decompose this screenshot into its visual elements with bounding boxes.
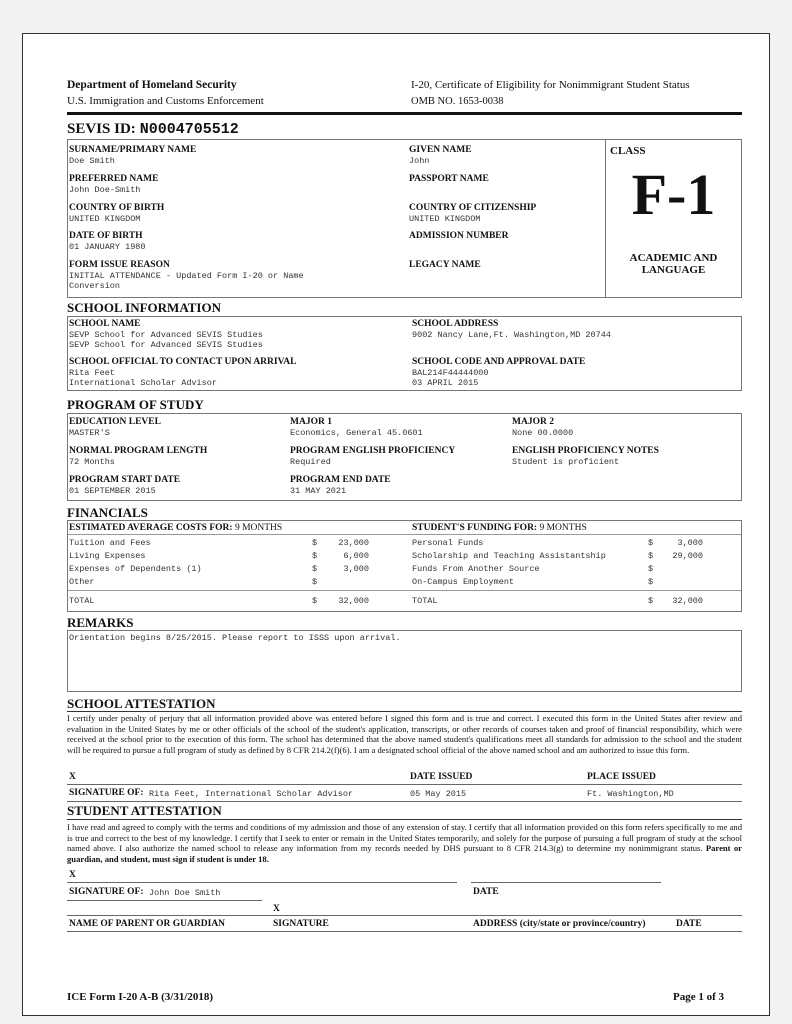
english-notes-value: Student is proficient	[512, 457, 620, 467]
admission-number-label: ADMISSION NUMBER	[409, 231, 509, 241]
parent-sign-x: X	[273, 904, 280, 914]
preferred-name-value: John Doe-Smith	[69, 185, 141, 195]
funding-total-label: TOTAL	[412, 596, 438, 606]
funding-item-amount: 29,000	[672, 551, 703, 561]
form-page	[22, 33, 770, 1016]
school-attestation-text: I certify under penalty of perjury that all information provided above was entered before I signed this form and is true and correct. I executed this form in the United States after review and evaluation in the United States by me or other officials of the school of the student's application, transcripts, or other records of courses taken and proof of financial responsibility, which were received at the school prior to the execution of this form. The school has determined that the above named student's qualifications meet all standards for admission to the school and the student will be required to pursue a full program of study as defined by 8 CFR 214.2(f)(6). I am a designated school official of the above named school and am authorized to issue this form.	[67, 713, 742, 755]
end-date-label: PROGRAM END DATE	[290, 475, 391, 485]
student-date-label: DATE	[473, 887, 499, 897]
form-footer-id: ICE Form I-20 A-B (3/31/2018)	[67, 991, 214, 1003]
citizenship-value: UNITED KINGDOM	[409, 214, 481, 224]
program-length-value: 72 Months	[69, 457, 115, 467]
school-attestation-heading: SCHOOL ATTESTATION	[67, 696, 216, 711]
funding-header	[412, 523, 587, 534]
school-name-label: SCHOOL NAME	[69, 319, 141, 329]
parent-signature-line	[67, 915, 742, 916]
cost-item-amount: 3,000	[343, 564, 369, 574]
costs-label: ESTIMATED AVERAGE COSTS FOR:	[69, 523, 233, 533]
costs-header	[69, 523, 282, 534]
funding-item-amount: 3,000	[677, 538, 703, 548]
start-date-label: PROGRAM START DATE	[69, 475, 181, 485]
given-name-value: John	[409, 156, 430, 166]
school-name-line2: SEVP School for Advanced SEVIS Studies	[69, 340, 263, 350]
start-date-value: 01 SEPTEMBER 2015	[69, 486, 156, 496]
school-code-value: BAL214F44444000	[412, 368, 489, 378]
funding-item-currency: $	[648, 564, 654, 574]
given-name-label: GIVEN NAME	[409, 145, 472, 155]
country-of-birth-label: COUNTRY OF BIRTH	[69, 203, 165, 213]
funding-item-currency: $	[648, 538, 654, 548]
passport-name-label: PASSPORT NAME	[409, 174, 489, 184]
school-name-line1: SEVP School for Advanced SEVIS Studies	[69, 330, 263, 340]
student-date-line	[471, 882, 661, 883]
school-address-label: SCHOOL ADDRESS	[412, 319, 499, 329]
funding-total-amount: 32,000	[672, 596, 703, 606]
funding-period: 9 MONTHS	[539, 523, 587, 533]
cost-item-amount: 6,000	[343, 551, 369, 561]
dob-label: DATE OF BIRTH	[69, 231, 143, 241]
school-attestation-rule	[67, 711, 742, 712]
parent-name-label: NAME OF PARENT OR GUARDIAN	[69, 919, 226, 929]
country-of-birth-value: UNITED KINGDOM	[69, 214, 141, 224]
school-signature-label: SIGNATURE OF:	[69, 788, 144, 798]
financials-heading: FINANCIALS	[67, 505, 148, 520]
school-signature-line	[67, 784, 742, 785]
class-label: CLASS	[610, 145, 646, 157]
omb-number: OMB NO. 1653-0038	[411, 96, 504, 107]
cost-item-label: Tuition and Fees	[69, 538, 151, 548]
parent-bottom-line	[67, 931, 742, 932]
form-title: I-20, Certificate of Eligibility for Nonimmigrant Student Status	[411, 79, 690, 91]
class-value: F-1	[631, 162, 716, 227]
place-issued-label: PLACE ISSUED	[587, 772, 656, 782]
class-desc-line1: ACADEMIC AND	[629, 252, 718, 264]
funding-label: STUDENT'S FUNDING FOR:	[412, 523, 538, 533]
issue-reason-label: FORM ISSUE REASON	[69, 260, 170, 270]
financials-total-rule	[68, 590, 741, 591]
school-signature-bottom-line	[67, 801, 742, 802]
student-signature-line	[67, 882, 457, 883]
agency-name: U.S. Immigration and Customs Enforcement	[67, 95, 264, 107]
student-under-line	[67, 900, 262, 901]
surname-label: SURNAME/PRIMARY NAME	[69, 145, 197, 155]
funding-item-label: Scholarship and Teaching Assistantship	[412, 551, 606, 561]
header-rule	[67, 112, 742, 115]
cost-item-amount: 23,000	[338, 538, 369, 548]
student-sign-x: X	[69, 870, 76, 880]
student-attestation-text: I have read and agreed to comply with the terms and conditions of my admission and those of any extension of stay. I certify that all information provided on this form refers specifically to me and is true and correct to the best of my knowledge. I certify that I seek to enter or remain in the United States temporarily, and solely for the purpose of pursuing a full program of study at the school named above. I also authorize the named school to release any information from my records needed by DHS pursuant to 8 CFR 214.3(g) to determine my nonimmigrant status.	[67, 822, 742, 854]
school-info-heading: SCHOOL INFORMATION	[67, 300, 221, 315]
cost-item-currency: $	[312, 564, 318, 574]
school-official-label: SCHOOL OFFICIAL TO CONTACT UPON ARRIVAL	[69, 357, 297, 367]
school-official-title: International Scholar Advisor	[69, 378, 217, 388]
preferred-name-label: PREFERRED NAME	[69, 174, 159, 184]
sevis-id-line	[67, 120, 239, 138]
parent-signature-label: SIGNATURE	[273, 919, 329, 929]
funding-item-label: Personal Funds	[412, 538, 484, 548]
student-attestation-heading: STUDENT ATTESTATION	[67, 803, 222, 818]
major1-value: Economics, General 45.0601	[290, 428, 423, 438]
cost-item-label: Living Expenses	[69, 551, 146, 561]
school-sign-x: X	[69, 772, 76, 782]
issue-reason-line1: INITIAL ATTENDANCE - Updated Form I-20 or Name	[69, 271, 304, 281]
funding-total-currency: $	[648, 596, 654, 606]
school-official-name: Rita Feet	[69, 368, 115, 378]
date-issued-label: DATE ISSUED	[410, 772, 473, 782]
remarks-text: Orientation begins 8/25/2015. Please report to ISSS upon arrival.	[69, 633, 401, 643]
cost-item-label: Expenses of Dependents (1)	[69, 564, 202, 574]
school-approval-date: 03 APRIL 2015	[412, 378, 479, 388]
cost-total-currency: $	[312, 596, 318, 606]
sevis-id-label: SEVIS ID:	[67, 121, 136, 137]
program-length-label: NORMAL PROGRAM LENGTH	[69, 446, 208, 456]
english-proficiency-value: Required	[290, 457, 331, 467]
funding-item-label: On-Campus Employment	[412, 577, 515, 587]
program-box	[67, 413, 742, 501]
cost-item-currency: $	[312, 551, 318, 561]
cost-item-currency: $	[312, 577, 318, 587]
school-code-label: SCHOOL CODE AND APPROVAL DATE	[412, 357, 586, 367]
student-attestation-rule	[67, 819, 742, 820]
sevis-id-value: N0004705512	[139, 121, 239, 138]
remarks-heading: REMARKS	[67, 615, 134, 630]
date-issued-value: 05 May 2015	[410, 789, 467, 799]
citizenship-label: COUNTRY OF CITIZENSHIP	[409, 203, 537, 213]
funding-item-currency: $	[648, 551, 654, 561]
issue-reason-line2: Conversion	[69, 281, 121, 291]
page-number: Page 1 of 3	[673, 991, 725, 1003]
department-name: Department of Homeland Security	[67, 79, 237, 91]
student-signature-label: SIGNATURE OF:	[69, 887, 144, 897]
cost-total-amount: 32,000	[338, 596, 369, 606]
financials-header-rule	[68, 534, 741, 535]
cost-total-label: TOTAL	[69, 596, 95, 606]
class-desc-line2: LANGUAGE	[641, 264, 706, 276]
student-attestation-paragraph	[67, 822, 742, 864]
surname-value: Doe Smith	[69, 156, 115, 166]
english-notes-label: ENGLISH PROFICIENCY NOTES	[512, 446, 659, 456]
place-issued-value: Ft. Washington,MD	[587, 789, 674, 799]
costs-period: 9 MONTHS	[234, 523, 283, 533]
major2-value: None 00.0000	[512, 428, 574, 438]
major2-label: MAJOR 2	[512, 417, 554, 427]
student-signature-value[interactable]: John Doe Smith	[149, 888, 221, 898]
cost-item-label: Other	[69, 577, 95, 587]
parent-date-label: DATE	[676, 919, 702, 929]
english-proficiency-label: PROGRAM ENGLISH PROFICIENCY	[290, 446, 456, 456]
parent-address-label: ADDRESS (city/state or province/country)	[473, 919, 646, 929]
education-level-label: EDUCATION LEVEL	[69, 417, 161, 427]
education-level-value: MASTER'S	[69, 428, 110, 438]
end-date-value: 31 MAY 2021	[290, 486, 347, 496]
student-attestation-bold: Parent or guardian, and student, must sign if student is under 18.	[67, 843, 742, 864]
school-signature-value: Rita Feet, International Scholar Advisor	[149, 789, 354, 799]
funding-item-label: Funds From Another Source	[412, 564, 540, 574]
cost-item-currency: $	[312, 538, 318, 548]
dob-value: 01 JANUARY 1980	[69, 242, 146, 252]
major1-label: MAJOR 1	[290, 417, 332, 427]
program-heading: PROGRAM OF STUDY	[67, 397, 204, 412]
legacy-name-label: LEGACY NAME	[409, 260, 481, 270]
school-address-value: 9002 Nancy Lane,Ft. Washington,MD 20744	[412, 330, 611, 340]
funding-item-currency: $	[648, 577, 654, 587]
